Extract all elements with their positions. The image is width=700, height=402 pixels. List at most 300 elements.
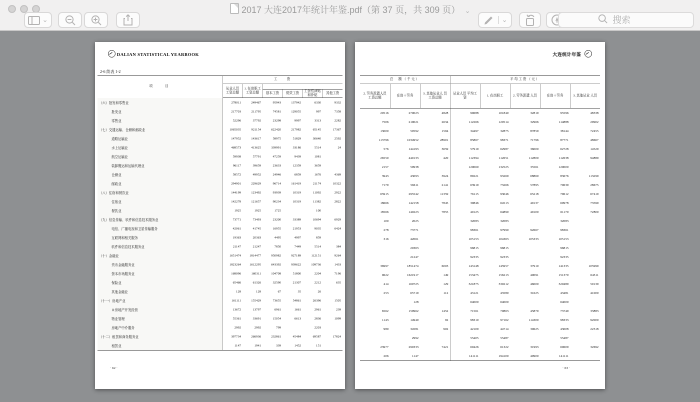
cell-value: 94889	[590, 156, 599, 160]
cell-value: 100	[383, 219, 389, 223]
column-header: 2. 劳务派遣人员 工资总额	[360, 84, 390, 109]
cell-value: 217703	[231, 109, 241, 114]
cell-value: 128	[236, 289, 241, 294]
table-row	[98, 161, 343, 170]
table-row	[360, 307, 600, 316]
cell-value: 141335	[558, 264, 569, 268]
cell-value: 13672	[232, 307, 241, 312]
cell-value: 60978	[560, 201, 569, 205]
cell-value: 97162	[500, 318, 509, 322]
cell-value: 5514	[314, 244, 321, 249]
cell-value: 113796	[378, 138, 389, 142]
cell-value: 33691	[252, 316, 261, 321]
table-row	[98, 107, 343, 116]
cell-value: 2212	[314, 280, 321, 285]
row-label: 保险业	[98, 278, 223, 287]
cell-value: 67	[277, 289, 281, 294]
cell-value	[570, 235, 600, 244]
cell-value: 1452	[283, 341, 303, 350]
cell-value: 2992	[254, 325, 261, 330]
row-label: 租赁业	[98, 341, 223, 350]
cell-value: 4997	[294, 235, 301, 240]
cell-value: 10694	[312, 217, 321, 222]
cell-value: 51829	[292, 136, 301, 141]
table-row	[98, 224, 343, 233]
table-row	[98, 341, 343, 350]
cell-value: 57895	[530, 183, 539, 187]
cell-value: 3313	[314, 118, 321, 123]
cell-value	[283, 323, 303, 332]
cell-value: 1147	[390, 352, 420, 361]
cell-value: 6929	[334, 217, 341, 222]
cell-value: 1505	[334, 298, 341, 303]
table-row	[98, 134, 343, 143]
cell-value: 120000	[558, 165, 569, 169]
cell-value: 11359	[420, 190, 450, 199]
cell-value: 57919	[470, 147, 479, 151]
cell-value: 92335	[560, 255, 569, 259]
wage-table-left	[98, 75, 343, 351]
cell-value: 1725	[274, 208, 281, 213]
cell-value: 36000	[530, 147, 539, 151]
cell-value: 95943	[272, 100, 281, 105]
cell-value: 7506	[381, 120, 389, 124]
cell-value: 63919	[470, 183, 479, 187]
table-row	[360, 298, 600, 307]
right-page-header-text: 大连统计年鉴	[552, 52, 582, 57]
cell-value: 13797	[252, 307, 261, 312]
cell-value: 384	[336, 244, 341, 249]
table-row	[360, 235, 600, 244]
cell-value: 160725	[408, 282, 419, 286]
cell-value: 57791	[252, 154, 261, 159]
cell-value: 18566	[380, 210, 389, 214]
cell-value: 7421	[420, 343, 450, 352]
cell-value: 30625	[530, 327, 539, 331]
cell-value: 26396	[312, 298, 321, 303]
cell-value: 69587	[312, 334, 321, 339]
cell-value: 55405	[470, 336, 479, 340]
cell-value: 9997	[294, 118, 301, 123]
cell-value: 7179	[381, 183, 389, 187]
cell-value: 14940	[410, 318, 419, 322]
cell-value	[570, 352, 600, 361]
row-label: 邮政业	[98, 179, 223, 188]
cell-value: 121657	[251, 199, 261, 204]
pdf-page-left	[95, 42, 345, 389]
cell-value: 112638	[558, 156, 569, 160]
row-label: （九）信息传输、软件和信息技术服务业	[98, 215, 223, 224]
table-row	[360, 199, 600, 208]
row-label: 批发业	[98, 107, 223, 116]
table-row	[98, 287, 343, 296]
rotate-icon	[524, 14, 536, 26]
cell-value: 21247	[410, 255, 419, 259]
cell-value	[360, 253, 390, 262]
wage-group-header: 工 资	[223, 75, 343, 84]
cell-value: 132525	[498, 165, 509, 169]
cell-value: 113299	[588, 174, 599, 178]
row-label: ＃房地产开发经营	[98, 305, 223, 314]
cell-value: 140223	[408, 210, 419, 214]
cell-value: 90234	[272, 199, 281, 204]
cell-value: 31625	[530, 291, 539, 295]
row-label: （七）交通运输、仓储和邮政业	[98, 125, 223, 134]
cell-value: 2822	[334, 199, 341, 204]
cell-value: 112800	[528, 156, 539, 160]
cell-value: 17367	[332, 127, 341, 132]
cell-value: 71561	[470, 309, 479, 313]
column-header: 1. 在岗职工 工资总额	[243, 84, 263, 98]
cell-value: 120060	[468, 165, 479, 169]
column-header: 工资性津贴和补贴	[304, 89, 321, 98]
cell-value: 59938	[410, 165, 419, 169]
cell-value: 50139	[590, 282, 599, 286]
column-header: 基本工资	[263, 89, 283, 98]
cell-value	[420, 334, 450, 343]
cell-value: 1143	[382, 318, 389, 322]
titlebar	[0, 0, 700, 31]
cell-value: 73493	[252, 217, 261, 222]
page-number-left: · 62 ·	[110, 366, 118, 370]
cell-value: 635	[336, 280, 341, 285]
table-row	[98, 305, 343, 314]
cell-value: 859	[316, 235, 321, 240]
cell-value	[510, 298, 540, 307]
cell-value	[420, 235, 450, 244]
cell-value: 33186	[292, 145, 301, 150]
cell-value	[510, 334, 540, 343]
cell-value	[323, 152, 343, 161]
cell-value: 59938	[232, 154, 241, 159]
cell-value: 229629	[251, 181, 261, 186]
cell-value	[510, 217, 540, 226]
share-button[interactable]	[116, 12, 140, 28]
table-row	[98, 197, 343, 206]
cell-value: 64311	[590, 273, 599, 277]
cell-value	[420, 253, 450, 262]
cell-value: 7845	[420, 199, 450, 208]
average-group-header: 平均工资（元）	[450, 75, 600, 84]
cell-value: 44714	[500, 327, 509, 331]
cell-value: 45484	[292, 334, 301, 339]
cell-value: 47259	[272, 154, 281, 159]
cell-value: 143617	[251, 136, 261, 141]
cell-value: 18666	[380, 201, 389, 205]
cell-value: 141111	[540, 352, 570, 361]
cell-value: 29902	[590, 120, 599, 124]
cell-value: 232861	[271, 334, 281, 339]
cell-value: 61170	[560, 210, 569, 214]
cell-value	[323, 323, 343, 332]
cell-value: 89221	[470, 174, 479, 178]
cell-value: 43008	[560, 327, 569, 331]
cell-value: 64000	[500, 300, 509, 304]
cell-value: 921154	[251, 127, 261, 132]
cell-value: 32966	[530, 120, 539, 124]
row-label: （十二）租赁和商务服务业	[98, 332, 223, 341]
cell-value: 643392	[271, 262, 281, 267]
cell-value: 320489	[558, 282, 569, 286]
cell-value: 413625	[251, 145, 261, 150]
cell-value: 35	[297, 289, 301, 294]
zoom-out-button[interactable]	[58, 12, 82, 28]
cell-value	[360, 334, 390, 343]
cell-value: 64513	[500, 201, 509, 205]
cell-value	[283, 206, 303, 215]
table-row	[360, 118, 600, 127]
cell-value: 21307	[292, 280, 301, 285]
table-row	[360, 343, 600, 352]
cell-value: 73655	[272, 298, 281, 303]
cell-value: 40125	[470, 210, 479, 214]
cell-value: 2203	[314, 325, 321, 330]
rotate-button[interactable]	[519, 12, 541, 28]
magnifier-plus-icon	[91, 15, 102, 26]
row-label: 货币金融服务业	[98, 260, 223, 269]
cell-value: 99688	[470, 111, 479, 115]
cell-value: 21953	[292, 226, 301, 231]
row-label: （十一）房地产业	[98, 296, 223, 305]
cell-value: 56611	[410, 183, 419, 187]
cell-value: 2141	[420, 181, 450, 190]
cell-value: 2961	[314, 307, 321, 312]
cell-value: 9622	[381, 273, 389, 277]
cell-value: 49100	[530, 210, 539, 214]
table-row	[360, 172, 600, 181]
cell-value: 270023	[408, 111, 419, 115]
cell-value: 38144	[560, 129, 569, 133]
cell-value: 141111	[450, 352, 480, 361]
cell-value: 112151	[311, 253, 321, 258]
cell-value: 98333	[560, 318, 569, 322]
table-row	[98, 179, 343, 188]
row-label: 餐饮业	[98, 206, 223, 215]
cell-value: 34581	[410, 327, 419, 331]
row-label: 水上运输业	[98, 143, 223, 152]
cell-value: 23977	[380, 345, 389, 349]
cell-value: 294901	[231, 181, 241, 186]
cell-value: 95596	[560, 111, 569, 115]
cell-value: 48338	[590, 111, 599, 115]
row-label: 互联网和相关服务	[98, 233, 223, 242]
cell-value: 576	[383, 147, 389, 151]
cell-value: 112266	[468, 120, 479, 124]
column-header: 绩效工资	[283, 89, 303, 98]
cell-value: 339	[263, 341, 283, 350]
cell-value: 129	[420, 280, 450, 289]
cell-value: 142158	[408, 201, 419, 205]
cell-value: 9332	[334, 100, 341, 105]
cell-value: 43093	[410, 174, 419, 178]
table-row	[98, 206, 343, 215]
cell-value: 97990	[500, 228, 509, 232]
table-row	[98, 98, 343, 107]
cell-value: 13000	[380, 129, 389, 133]
cell-value	[360, 298, 390, 307]
cell-value: 67419	[590, 192, 599, 196]
cell-value: 120514	[498, 120, 509, 124]
pdf-page-right	[355, 42, 605, 389]
cell-value: 156213	[498, 273, 509, 277]
cell-value: 1147	[223, 341, 243, 350]
cell-value: 339991	[271, 145, 281, 150]
cell-value: 30640	[312, 136, 321, 141]
cell-value: 194100	[480, 352, 510, 361]
table-row	[98, 314, 343, 323]
title-chevron-icon[interactable]: ⌄	[464, 8, 471, 15]
cell-value: 60609	[560, 345, 569, 349]
cell-value: 4495	[274, 235, 281, 240]
sidebar-view-button[interactable]	[24, 12, 52, 28]
search-input[interactable]	[611, 14, 655, 26]
cell-value: 239	[336, 307, 341, 312]
row-label: 仓储业	[98, 170, 223, 179]
cell-value: 93046	[500, 192, 509, 196]
cell-value: 316	[383, 237, 389, 241]
cell-value: 73749	[560, 309, 569, 313]
cell-value: 32083	[560, 219, 569, 223]
table-row	[360, 271, 600, 280]
yearbook-logo-icon	[108, 50, 116, 58]
cell-value: 20363	[252, 235, 261, 240]
cell-value: 24	[337, 145, 341, 150]
cell-value: 112651	[498, 156, 509, 160]
cell-value: 253	[383, 291, 389, 295]
cell-value: 1452	[420, 307, 450, 316]
cell-value	[570, 244, 600, 253]
cell-value: 6003	[420, 262, 450, 271]
cell-value: 3659	[420, 145, 450, 154]
left-page-header	[108, 50, 332, 59]
cell-value: 68860	[530, 174, 539, 178]
table-row	[360, 217, 600, 226]
table-row	[360, 181, 600, 190]
cell-value: 96117	[232, 163, 241, 168]
cell-value: 2836	[314, 316, 321, 321]
cell-value: 19363	[232, 235, 241, 240]
cell-value: 73771	[232, 217, 241, 222]
zoom-in-button[interactable]	[84, 12, 108, 28]
table-row	[98, 116, 343, 125]
cell-value: 92335	[470, 255, 479, 259]
cell-value: 28675	[590, 183, 599, 187]
cell-value: 440133	[408, 156, 419, 160]
total-group-header: 总 额（千元）	[360, 75, 450, 84]
cell-value: 7850	[274, 244, 281, 249]
cell-value: 6330	[314, 100, 321, 105]
table-row	[98, 278, 343, 287]
cell-value: 9264	[334, 253, 341, 258]
cell-value: 79612	[560, 192, 569, 196]
cell-value: 41000	[590, 291, 599, 295]
cell-value: 1814477	[249, 253, 261, 258]
cell-value: 1621917	[406, 273, 419, 277]
cell-value	[570, 163, 600, 172]
cell-value: 43121	[470, 291, 479, 295]
cell-value: 39659	[252, 163, 261, 168]
cell-value: 74581	[272, 109, 281, 114]
cell-value: 7855	[420, 208, 450, 217]
cell-value: 43580	[500, 291, 509, 295]
cell-value: 40091	[530, 273, 539, 277]
markup-pen-button[interactable]	[478, 12, 512, 28]
cell-value: 129055	[291, 109, 301, 114]
cell-value: 1034952	[406, 138, 419, 142]
cell-value: 92000	[590, 318, 599, 322]
search-field[interactable]	[558, 12, 694, 28]
row-label: 装卸搬运和运输代理业	[98, 161, 223, 170]
table-row	[360, 244, 600, 253]
sidebar-icon	[28, 16, 40, 25]
cell-value: 104363	[498, 237, 509, 241]
column-header: 从业人员 工资总额	[223, 84, 243, 98]
search-icon	[598, 11, 608, 29]
cell-value	[570, 226, 600, 235]
cell-value: 414	[383, 282, 389, 286]
cell-value: 64000	[470, 300, 479, 304]
cell-value: 64890	[500, 210, 509, 214]
cell-value: 1099	[334, 316, 341, 321]
table-row	[98, 170, 343, 179]
cell-value: 799	[276, 325, 281, 330]
cell-value: 278011	[231, 100, 241, 105]
cell-value: 20363	[410, 246, 419, 250]
cell-value: 290333	[408, 345, 419, 349]
cell-value	[570, 253, 600, 262]
cell-value: 39846	[470, 201, 479, 205]
cell-value: 1651474	[229, 253, 241, 258]
chevron-down-icon: ⌄	[42, 17, 48, 24]
pdf-viewer-canvas[interactable]	[0, 31, 700, 402]
table-row	[98, 332, 343, 341]
cell-value: 98310	[470, 318, 479, 322]
cell-value: 34497	[470, 129, 479, 133]
table-caption: 2-6 续表 1-2	[100, 69, 121, 74]
cell-value: 23633	[272, 163, 281, 168]
cell-value: 128	[256, 289, 261, 294]
column-header: 从业人员 平均工资	[450, 84, 480, 109]
cell-value: 26550	[380, 156, 389, 160]
cell-value: 980	[383, 327, 389, 331]
cell-value: 15054	[272, 316, 281, 321]
cell-value	[323, 206, 343, 215]
pen-chevron-icon[interactable]: ⌄	[498, 16, 508, 24]
cell-value: 6424	[334, 226, 341, 231]
cell-value: 468573	[231, 145, 241, 150]
cell-value: 217982	[291, 127, 301, 132]
cell-value: 1594	[420, 127, 450, 136]
cell-value: 1065035	[229, 127, 241, 132]
cell-value: 6859	[294, 172, 301, 177]
cell-value: 902	[420, 325, 450, 334]
cell-value: 1925	[254, 208, 261, 213]
table-row	[360, 190, 600, 199]
cell-value: 2922	[334, 190, 341, 195]
cell-value: 206	[360, 352, 390, 361]
cell-value: 144193	[408, 147, 419, 151]
cell-value: 3943	[381, 174, 389, 178]
cell-value: 161111	[231, 298, 241, 303]
cell-value	[420, 298, 450, 307]
cell-value: 87859	[530, 129, 539, 133]
cell-value: 114888	[558, 120, 569, 124]
cell-value	[420, 352, 450, 361]
cell-value: 28901	[420, 136, 450, 145]
cell-value: 105153	[558, 237, 569, 241]
cell-value: 14529	[590, 147, 599, 151]
cell-value: 37792	[252, 118, 261, 123]
